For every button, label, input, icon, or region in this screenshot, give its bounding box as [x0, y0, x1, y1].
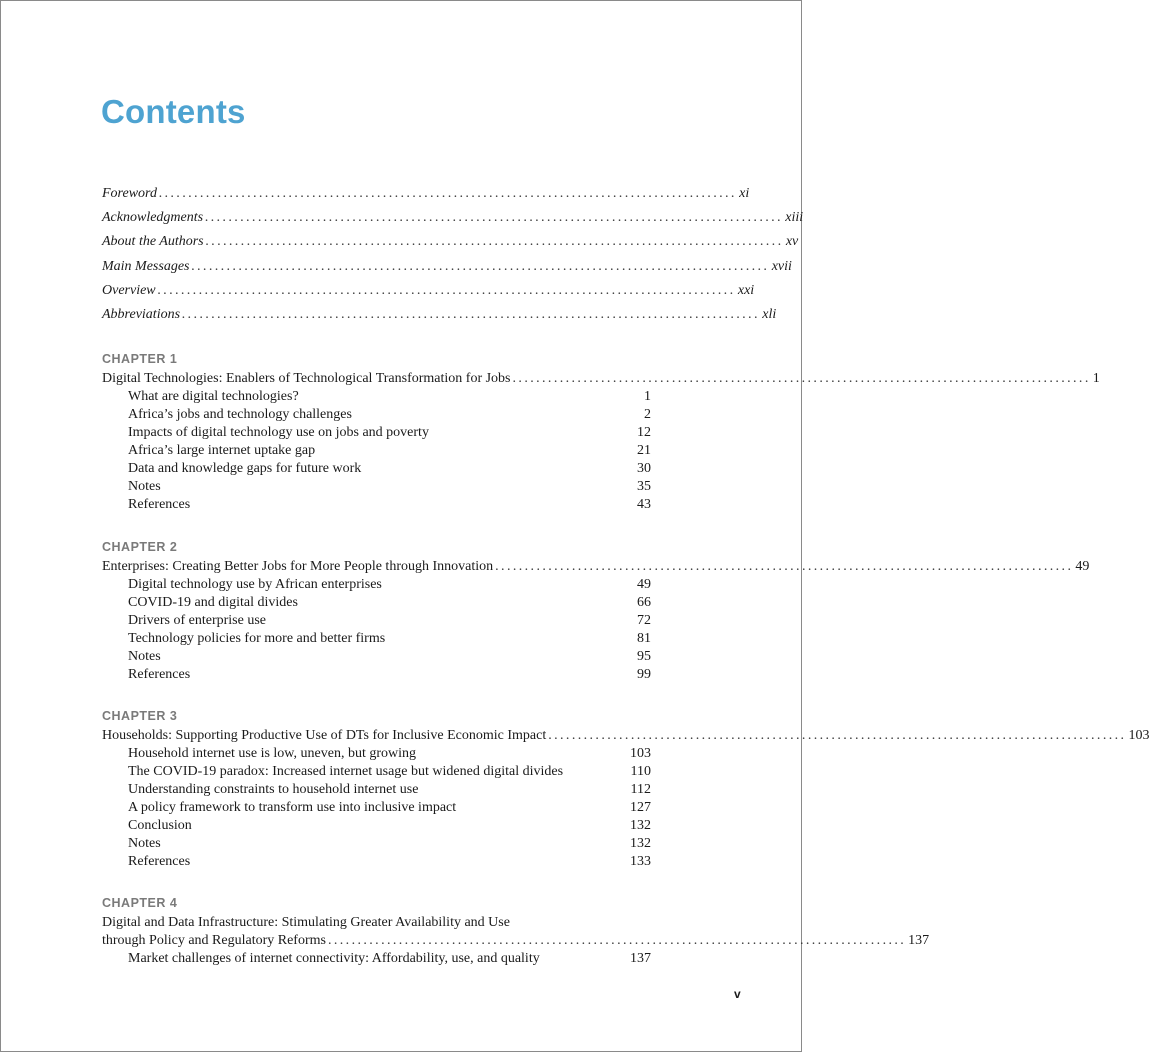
- section-page: 103: [630, 746, 651, 761]
- section-page: 12: [637, 425, 651, 440]
- section-page: 110: [630, 764, 651, 779]
- section-page: 95: [637, 649, 651, 664]
- toc-section[interactable]: [102, 388, 651, 406]
- section-label: Household internet use is low, uneven, but growing: [128, 746, 416, 761]
- toc-entry-label: Acknowledgments: [102, 210, 204, 226]
- chapter-heading: CHAPTER 3: [102, 709, 178, 723]
- section-page: 137: [630, 951, 651, 966]
- section-label: COVID-19 and digital divides: [128, 595, 298, 610]
- section-label: The COVID-19 paradox: Increased internet usage but widened digital divides: [128, 764, 564, 779]
- section-page: 112: [630, 782, 651, 797]
- dot-leader: ..................................................................................................: [182, 306, 761, 322]
- page-number: v: [734, 987, 741, 1001]
- toc-entry-page: xiii: [785, 210, 804, 226]
- toc-section[interactable]: [102, 853, 651, 871]
- section-label: Understanding constraints to household internet use: [128, 782, 419, 797]
- section-label: References: [128, 497, 191, 512]
- toc-section[interactable]: [102, 799, 651, 817]
- toc-entry-page: xv: [785, 234, 799, 250]
- section-page: 21: [637, 443, 651, 458]
- section-page: 133: [630, 854, 651, 869]
- toc-entry-label: Abbreviations: [102, 306, 181, 322]
- toc-section[interactable]: [102, 950, 651, 968]
- section-page: 43: [637, 497, 651, 512]
- section-label: Digital technology use by African enterprises: [128, 577, 382, 592]
- chapter-title-line-2: through Policy and Regulatory Reforms: [102, 933, 326, 948]
- chapter-title-entry[interactable]: [102, 932, 930, 950]
- section-label: Africa’s jobs and technology challenges: [128, 407, 352, 422]
- chapter-3: [102, 707, 1149, 871]
- toc-entry-page: xi: [739, 186, 750, 201]
- section-page: 1: [644, 389, 651, 404]
- section-label: Notes: [128, 649, 161, 664]
- section-label: References: [128, 667, 191, 682]
- chapter-page: 103: [1128, 728, 1149, 743]
- toc-section[interactable]: [102, 460, 651, 478]
- chapter-title: Households: Supporting Productive Use of DTs for Inclusive Economic Impact: [102, 728, 547, 743]
- page-title: Contents: [101, 93, 246, 130]
- toc-section[interactable]: [102, 576, 651, 594]
- section-label: Technology policies for more and better firms: [128, 631, 386, 646]
- toc-section[interactable]: [102, 442, 651, 460]
- chapter-heading: CHAPTER 1: [102, 352, 178, 366]
- section-label: Drivers of enterprise use: [128, 613, 267, 628]
- chapter-4: [102, 894, 930, 968]
- chapter-heading: CHAPTER 2: [102, 540, 178, 554]
- toc-section[interactable]: [102, 612, 651, 630]
- toc-entry-label: Foreword: [102, 186, 157, 201]
- toc-section[interactable]: [102, 594, 651, 612]
- toc-entry-label: Overview: [102, 282, 156, 298]
- chapter-1: [102, 350, 1100, 514]
- toc-section[interactable]: [102, 478, 651, 496]
- section-page: 132: [630, 836, 651, 851]
- section-page: 2: [644, 407, 651, 422]
- toc-section[interactable]: [102, 424, 651, 442]
- section-page: 35: [637, 479, 651, 494]
- chapter-title-line-1[interactable]: Digital and Data Infrastructure: Stimulating Greater Availability and Use: [102, 915, 510, 930]
- chapter-2: [102, 538, 1090, 684]
- section-label: References: [128, 854, 191, 869]
- section-label: Africa’s large internet uptake gap: [128, 443, 316, 458]
- chapter-title: Enterprises: Creating Better Jobs for More People through Innovation: [102, 559, 494, 574]
- dot-leader: ..................................................................................................: [191, 258, 770, 274]
- section-label: Conclusion: [128, 818, 192, 833]
- dot-leader: ..................................................................................................: [548, 728, 1127, 743]
- dot-leader: ..................................................................................................: [495, 559, 1074, 574]
- section-page: 30: [637, 461, 651, 476]
- toc-section[interactable]: [102, 630, 651, 648]
- section-page: 132: [630, 818, 651, 833]
- dot-leader: ..................................................................................................: [205, 234, 784, 250]
- dot-leader: ..................................................................................................: [158, 186, 738, 201]
- toc-entry-label: Main Messages: [102, 258, 190, 274]
- chapter-page: 1: [1092, 371, 1100, 386]
- toc-entry-about-authors[interactable]: [102, 234, 799, 258]
- section-label: Impacts of digital technology use on jobs and poverty: [128, 425, 429, 440]
- toc-section[interactable]: [102, 817, 651, 835]
- section-label: Notes: [128, 479, 161, 494]
- toc-entry-main-messages[interactable]: [102, 258, 792, 283]
- toc-entry-overview[interactable]: [102, 282, 755, 307]
- chapter-title-entry[interactable]: [102, 558, 1090, 576]
- section-label: What are digital technologies?: [128, 389, 299, 404]
- toc-entry-acknowledgments[interactable]: [102, 210, 804, 234]
- section-label: Data and knowledge gaps for future work: [128, 461, 362, 476]
- toc-section[interactable]: [102, 835, 651, 853]
- chapter-page: 137: [908, 933, 930, 948]
- front-matter-list: [102, 186, 804, 331]
- toc-entry-abbreviations[interactable]: [102, 306, 777, 331]
- section-page: 66: [637, 595, 651, 610]
- toc-entry-label: About the Authors: [102, 234, 204, 250]
- dot-leader: ..................................................................................................: [157, 282, 736, 298]
- toc-entry-page: xli: [762, 306, 777, 322]
- toc-entry-foreword[interactable]: [102, 186, 750, 210]
- dot-leader: ..................................................................................................: [327, 933, 907, 948]
- toc-section[interactable]: [102, 666, 651, 684]
- toc-section[interactable]: [102, 781, 651, 799]
- dot-leader: ..................................................................................................: [512, 371, 1091, 386]
- toc-section[interactable]: [102, 745, 651, 763]
- toc-section[interactable]: [102, 406, 651, 424]
- section-page: 49: [637, 577, 651, 592]
- section-label: Market challenges of internet connectivity: Affordability, use, and quality: [128, 951, 540, 966]
- chapter-title-entry[interactable]: [102, 370, 1100, 388]
- chapter-page: 49: [1075, 559, 1090, 574]
- section-page: 72: [637, 613, 651, 628]
- chapter-heading: CHAPTER 4: [102, 896, 178, 910]
- section-page: 127: [630, 800, 651, 815]
- dot-leader: ..................................................................................................: [205, 210, 784, 226]
- chapter-title: Digital Technologies: Enablers of Technological Transformation for Jobs: [102, 371, 511, 386]
- section-page: 81: [637, 631, 651, 646]
- toc-section[interactable]: [102, 763, 651, 781]
- chapter-title-entry[interactable]: [102, 727, 1149, 745]
- section-page: 99: [637, 667, 651, 682]
- toc-section[interactable]: [102, 496, 651, 514]
- section-label: Notes: [128, 836, 161, 851]
- section-label: A policy framework to transform use into inclusive impact: [128, 800, 457, 815]
- toc-entry-page: xxi: [737, 282, 755, 298]
- toc-section[interactable]: [102, 648, 651, 666]
- toc-entry-page: xvii: [771, 258, 792, 274]
